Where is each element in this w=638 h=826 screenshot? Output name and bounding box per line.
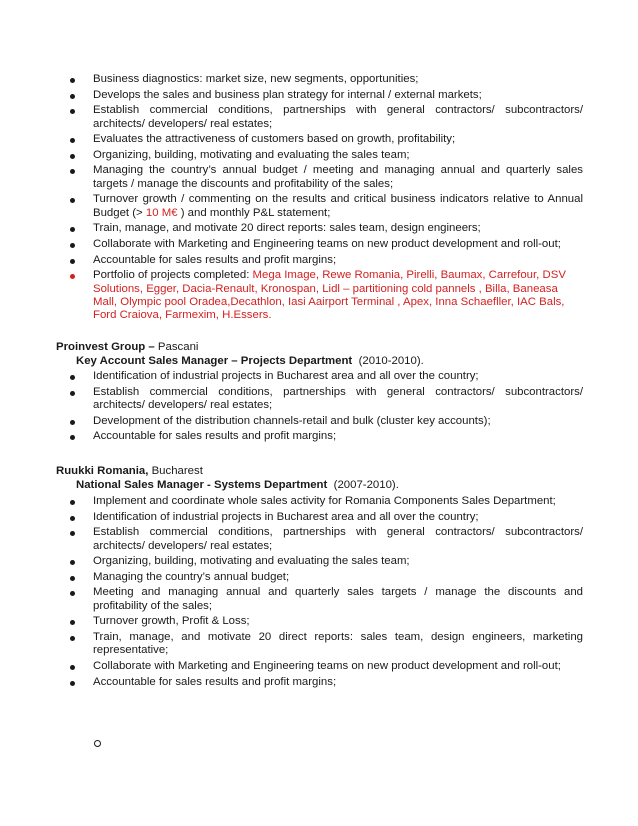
budget-highlight: 10 M€	[145, 206, 178, 219]
list-item: Train, manage, and motivate 20 direct reports: sales team, design engineers, marketing representative;	[66, 631, 583, 658]
list-item: Collaborate with Marketing and Engineering teams on new product development and roll-out;	[66, 238, 583, 251]
list-item	[66, 193, 583, 220]
list-item: Collaborate with Marketing and Engineering teams on new product development and roll-out;	[66, 660, 583, 673]
list-item: Accountable for sales results and profit margins;	[66, 254, 583, 267]
list-item: Evaluates the attractiveness of customers based on growth, profitability;	[66, 133, 583, 146]
list-item: Managing the country’s annual budget / meeting and managing annual and quarterly sales targets / manage the discounts and profitability of the sales;	[66, 164, 583, 191]
role-title: Key Account Sales Manager – Projects Department	[76, 355, 353, 367]
list-item: Accountable for sales results and profit margins;	[66, 676, 583, 689]
list-item: Accountable for sales results and profit margins;	[66, 430, 583, 443]
list-item: Business diagnostics: market size, new segments, opportunities;	[66, 73, 583, 86]
list-item: Identification of industrial projects in Bucharest area and all over the country;	[66, 370, 583, 383]
company-heading	[56, 465, 203, 478]
role-period: (2007-2010).	[333, 479, 399, 491]
company-heading	[56, 341, 198, 354]
list-item: Train, manage, and motivate 20 direct reports: sales team, design engineers;	[66, 222, 583, 235]
turnover-text: Turnover growth / commenting on the results and critical business indicators relative to Annual Budget (>	[93, 193, 583, 219]
list-item: Establish commercial conditions, partnerships with general contractors/ subcontractors/ architects/ developers/ real estates;	[66, 104, 583, 131]
list-item: Establish commercial conditions, partnerships with general contractors/ subcontractors/ architects/ developers/ real estates;	[66, 526, 583, 553]
portfolio-item	[66, 269, 583, 323]
turnover-text-end: ) and monthly P&L statement;	[177, 206, 331, 219]
company-location: Bucharest	[151, 465, 203, 477]
role-period: (2010-2010).	[358, 355, 424, 367]
list-item: Turnover growth, Profit & Loss;	[66, 615, 583, 628]
company-location: Pascani	[157, 341, 199, 353]
responsibilities-list	[66, 73, 583, 325]
job2-list	[66, 370, 583, 446]
hollow-bullet-icon	[94, 740, 101, 747]
company-name: Proinvest Group –	[56, 341, 158, 353]
role-heading	[76, 479, 399, 492]
list-item: Development of the distribution channels-retail and bulk (cluster key accounts);	[66, 415, 583, 428]
list-item: Establish commercial conditions, partnerships with general contractors/ subcontractors/ architects/ developers/ real estates;	[66, 386, 583, 413]
portfolio-projects: Mega Image, Rewe Romania, Pirelli, Baumax, Carrefour, DSV Solutions, Egger, Dacia-Renault, Kronospan, Lidl – partitioning cold pannels , Billa, Baneasa Mall, Olympic pool Oradea,Decathlon, Iasi Aairport Terminal , Apex, Inna Schaefller, IAC Bals, Ford Craiova, Farmexim, H.Essers.	[93, 269, 566, 322]
list-item: Organizing, building, motivating and evaluating the sales team;	[66, 149, 583, 162]
job3-list	[66, 495, 583, 691]
role-title: National Sales Manager - Systems Department	[76, 479, 328, 491]
list-item: Implement and coordinate whole sales activity for Romania Components Sales Department;	[66, 495, 583, 508]
list-item: Develops the sales and business plan strategy for internal / external markets;	[66, 89, 583, 102]
company-name: Ruukki Romania,	[56, 465, 152, 477]
list-item: Organizing, building, motivating and evaluating the sales team;	[66, 555, 583, 568]
portfolio-label: Portfolio of projects completed:	[93, 269, 253, 282]
list-item: Identification of industrial projects in Bucharest area and all over the country;	[66, 511, 583, 524]
list-item: Meeting and managing annual and quarterly sales targets / manage the discounts and profitability of the sales;	[66, 586, 583, 613]
list-item: Managing the country’s annual budget;	[66, 571, 583, 584]
role-heading	[76, 355, 424, 368]
